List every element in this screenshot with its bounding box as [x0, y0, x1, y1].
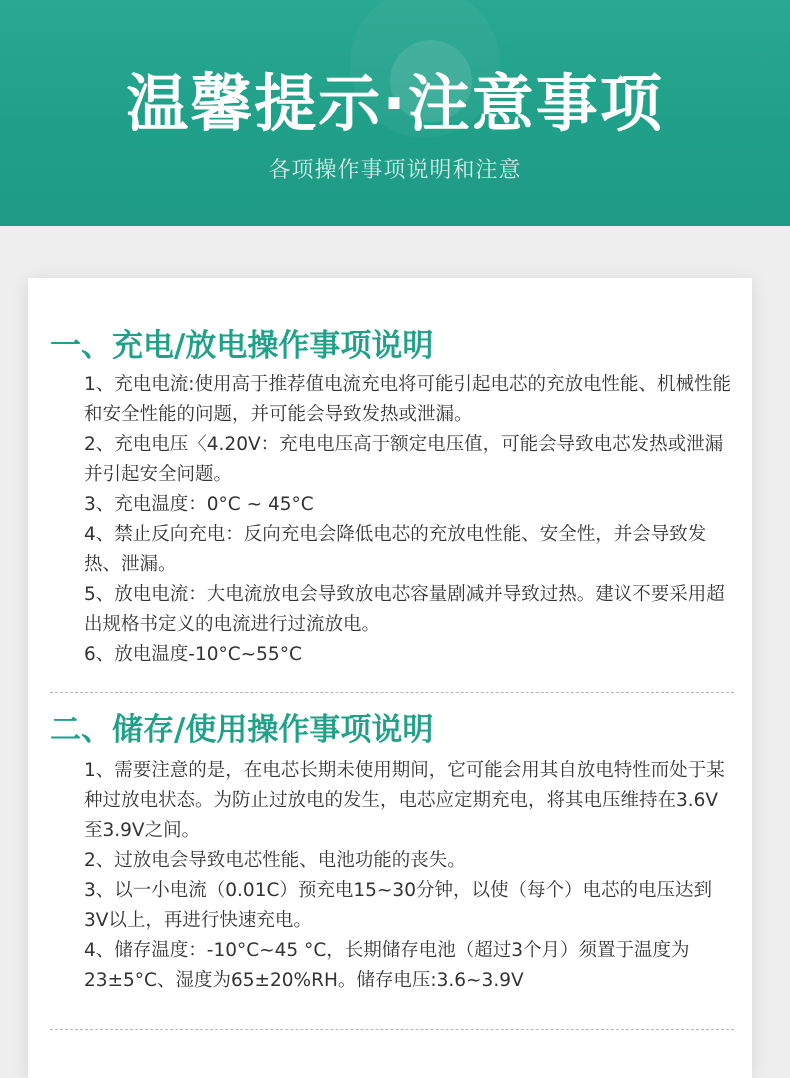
section-title: 一、充电/放电操作事项说明: [50, 328, 434, 364]
list-item: 3、以一小电流（0.01C）预充电15~30分钟，以使（每个）电芯的电压达到3V以上，再进行快速充电。: [84, 880, 712, 931]
header-banner: [0, 0, 790, 226]
list-item: 1、需要注意的是，在电芯长期未使用期间，它可能会用其自放电特性而处于某种过放电状态。为防止过放电的发生，电芯应定期充电，将其电压维持在3.6V至3.9V之间。: [84, 760, 725, 841]
list-item: 2、过放电会导致电芯性能、电池功能的丧失。: [84, 850, 466, 871]
list-item: 4、禁止反向充电：反向充电会降低电芯的充放电性能、安全性，并会导致发热、泄漏。: [84, 524, 707, 575]
list-item: 2、充电电压〈4.20V：充电电压高于额定电压值，可能会导致电芯发热或泄漏并引起安全问题。: [84, 434, 724, 485]
page-subtitle: 各项操作事项说明和注意: [268, 158, 522, 183]
list-item: 4、储存温度：-10°C~45 °C，长期储存电池（超过3个月）须置于温度为23±5°C、湿度为65±20%RH。储存电压:3.6~3.9V: [84, 940, 690, 991]
list-item: 3、充电温度：0°C ~ 45°C: [84, 494, 314, 515]
list-item: 1、充电电流:使用高于推荐值电流充电将可能引起电芯的充放电性能、机械性能和安全性能的问题，并可能会导致发热或泄漏。: [84, 374, 732, 425]
section-title: 二、储存/使用操作事项说明: [50, 712, 434, 748]
notice-card: [28, 278, 752, 1078]
section-divider: [50, 1029, 734, 1030]
list-item: 5、放电电流：大电流放电会导致放电芯容量剧减并导致过热。建议不要采用超出规格书定义的电流进行过流放电。: [84, 584, 725, 635]
section-divider: [50, 692, 734, 693]
list-item: 6、放电温度-10°C~55°C: [84, 644, 302, 665]
page-title: 温馨提示·注意事项: [126, 67, 664, 140]
